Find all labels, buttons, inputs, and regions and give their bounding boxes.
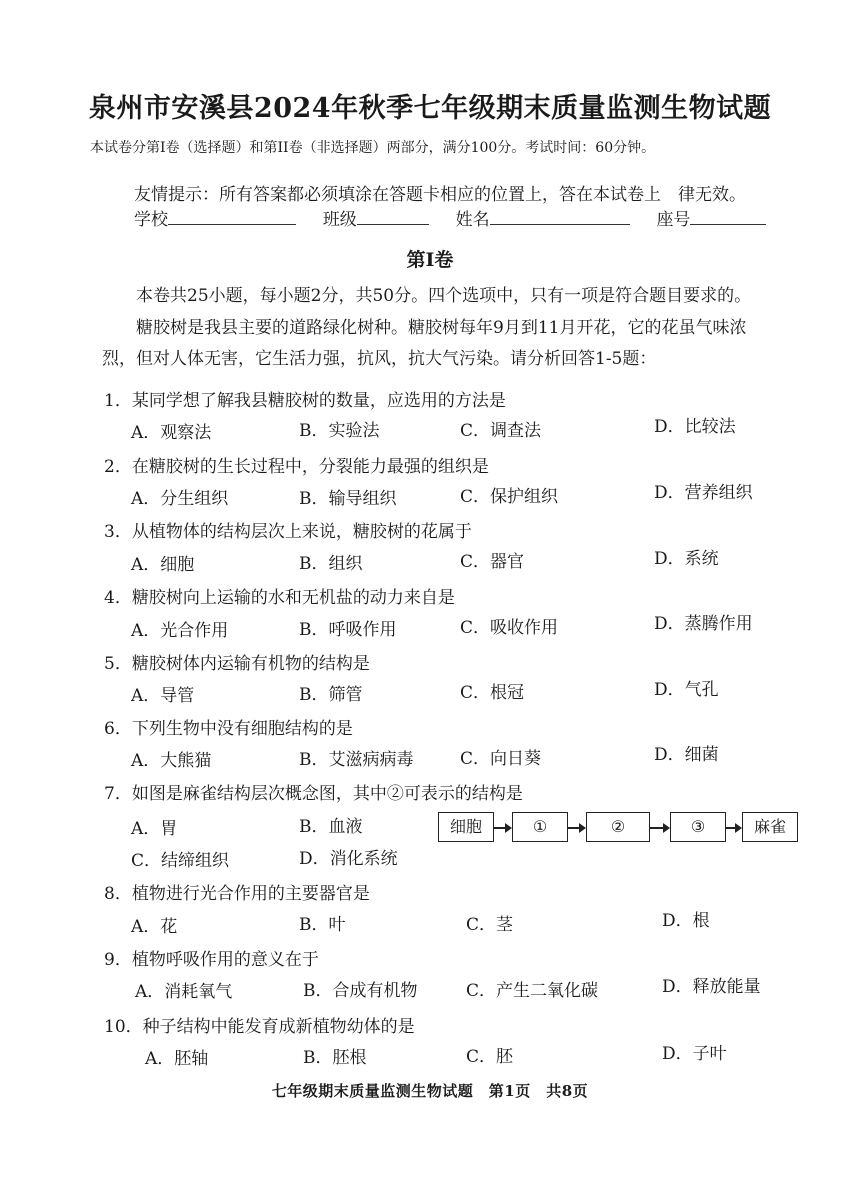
question-8-option-b[interactable]: B．叶: [299, 915, 346, 935]
diagram-arrow: [568, 827, 580, 829]
question-4-option-b[interactable]: B．呼吸作用: [299, 620, 397, 640]
question-3-option-b[interactable]: B．组织: [299, 554, 363, 574]
question-5-option-b[interactable]: B．筛管: [299, 685, 363, 705]
question-5-stem: 5．糖胶树体内运输有机物的结构是: [104, 654, 370, 674]
question-5-option-a[interactable]: A．导管: [131, 686, 195, 706]
question-8-option-a[interactable]: A．花: [131, 917, 178, 937]
diagram-arrow: [650, 827, 664, 829]
diagram-box-1: ①: [512, 812, 568, 842]
seat-blank[interactable]: [690, 208, 766, 225]
question-3-option-d[interactable]: D．系统: [654, 549, 719, 569]
question-9-option-d[interactable]: D．释放能量: [662, 977, 761, 997]
question-4-option-c[interactable]: C．吸收作用: [460, 618, 559, 638]
question-9-stem: 9．植物呼吸作用的意义在于: [104, 950, 319, 970]
question-5-option-d[interactable]: D．气孔: [654, 680, 719, 700]
question-1-option-d[interactable]: D．比较法: [654, 417, 736, 437]
question-2-option-a[interactable]: A．分生组织: [131, 489, 229, 509]
question-3-option-c[interactable]: C．器官: [460, 552, 525, 572]
friendly-tip: 友情提示：所有答案都必须填涂在答题卡相应的位置上，答在本试卷上 律无效。: [134, 185, 746, 205]
question-4-stem: 4．糖胶树向上运输的水和无机盐的动力来自是: [104, 588, 455, 608]
question-6-option-d[interactable]: D．细菌: [654, 745, 719, 765]
question-1-stem: 1．某同学想了解我县糖胶树的数量，应选用的方法是: [104, 391, 506, 411]
question-4-option-d[interactable]: D．蒸腾作用: [654, 614, 753, 634]
question-2-option-d[interactable]: D．营养组织: [654, 483, 753, 503]
name-label: 姓名: [455, 210, 490, 230]
name-blank[interactable]: [490, 208, 630, 225]
question-4-option-a[interactable]: A．光合作用: [131, 621, 229, 641]
question-6-option-c[interactable]: C．向日葵: [460, 749, 542, 769]
question-7-option-a[interactable]: A．胃: [131, 819, 178, 839]
diagram-arrow: [494, 827, 506, 829]
question-8-stem: 8．植物进行光合作用的主要器官是: [104, 884, 370, 904]
school-label: 学校: [134, 210, 168, 230]
question-8-option-c[interactable]: C．茎: [466, 915, 514, 935]
instructions: 本卷共25小题，每小题2分，共50分。四个选项中，只有一项是符合题目要求的。: [136, 286, 752, 306]
question-2-option-b[interactable]: B．输导组织: [299, 489, 397, 509]
diagram-box-2: ②: [586, 812, 650, 842]
question-10-stem: 10．种子结构中能发育成新植物幼体的是: [104, 1017, 415, 1037]
question-10-option-b[interactable]: B．胚根: [303, 1048, 367, 1068]
class-label: 班级: [322, 210, 357, 230]
question-3-option-a[interactable]: A．细胞: [131, 555, 195, 575]
question-9-option-a[interactable]: A．消耗氧气: [135, 982, 233, 1002]
diagram-box-sparrow: 麻雀: [742, 812, 798, 842]
passage-line-1: 糖胶树是我县主要的道路绿化树种。糖胶树每年9月到11月开花，它的花虽气味浓: [136, 318, 747, 338]
question-7-option-d[interactable]: D．消化系统: [299, 849, 398, 869]
question-8-option-d[interactable]: D．根: [662, 911, 710, 931]
question-6-option-a[interactable]: A．大熊猫: [131, 751, 212, 771]
question-2-stem: 2．在糖胶树的生长过程中，分裂能力最强的组织是: [104, 457, 489, 477]
seat-label: 座号: [656, 210, 691, 230]
school-blank[interactable]: [168, 208, 296, 225]
question-2-option-c[interactable]: C．保护组织: [460, 487, 559, 507]
question-1-option-a[interactable]: A．观察法: [131, 423, 212, 443]
question-10-option-c[interactable]: C．胚: [466, 1047, 514, 1067]
exam-title: 泉州市安溪县2024年秋季七年级期末质量监测生物试题: [88, 93, 772, 124]
page-footer: 七年级期末质量监测生物试题 第1页 共8页: [271, 1082, 589, 1100]
question-9-option-c[interactable]: C．产生二氧化碳: [466, 981, 599, 1001]
question-5-option-c[interactable]: C．根冠: [460, 683, 525, 703]
passage-line-2: 烈，但对人体无害，它生活力强，抗风，抗大气污染。请分析回答1-5题：: [102, 349, 657, 369]
question-7-option-c[interactable]: C．结缔组织: [131, 851, 230, 871]
question-6-stem: 6．下列生物中没有细胞结构的是: [104, 719, 353, 739]
question-1-option-b[interactable]: B．实验法: [299, 421, 380, 441]
question-6-option-b[interactable]: B．艾滋病病毒: [299, 750, 414, 770]
diagram-arrow: [726, 827, 736, 829]
section-title: 第I卷: [406, 249, 454, 271]
question-10-option-a[interactable]: A．胚轴: [145, 1049, 209, 1069]
diagram-box-3: ③: [670, 812, 726, 842]
question-1-option-c[interactable]: C．调查法: [460, 421, 542, 441]
question-10-option-d[interactable]: D．子叶: [662, 1044, 727, 1064]
question-9-option-b[interactable]: B．合成有机物: [303, 981, 418, 1001]
question-7-stem: 7．如图是麻雀结构层次概念图，其中②可表示的结构是: [104, 784, 523, 804]
diagram-box-cell: 细胞: [438, 812, 494, 842]
student-info-row: [134, 205, 766, 230]
class-blank[interactable]: [357, 208, 429, 225]
question-7-option-b[interactable]: B．血液: [299, 817, 363, 837]
question-3-stem: 3．从植物体的结构层次上来说，糖胶树的花属于: [104, 522, 472, 542]
exam-intro: 本试卷分第I卷（选择题）和第II卷（非选择题）两部分，满分100分。考试时间：60分钟。: [90, 140, 656, 156]
